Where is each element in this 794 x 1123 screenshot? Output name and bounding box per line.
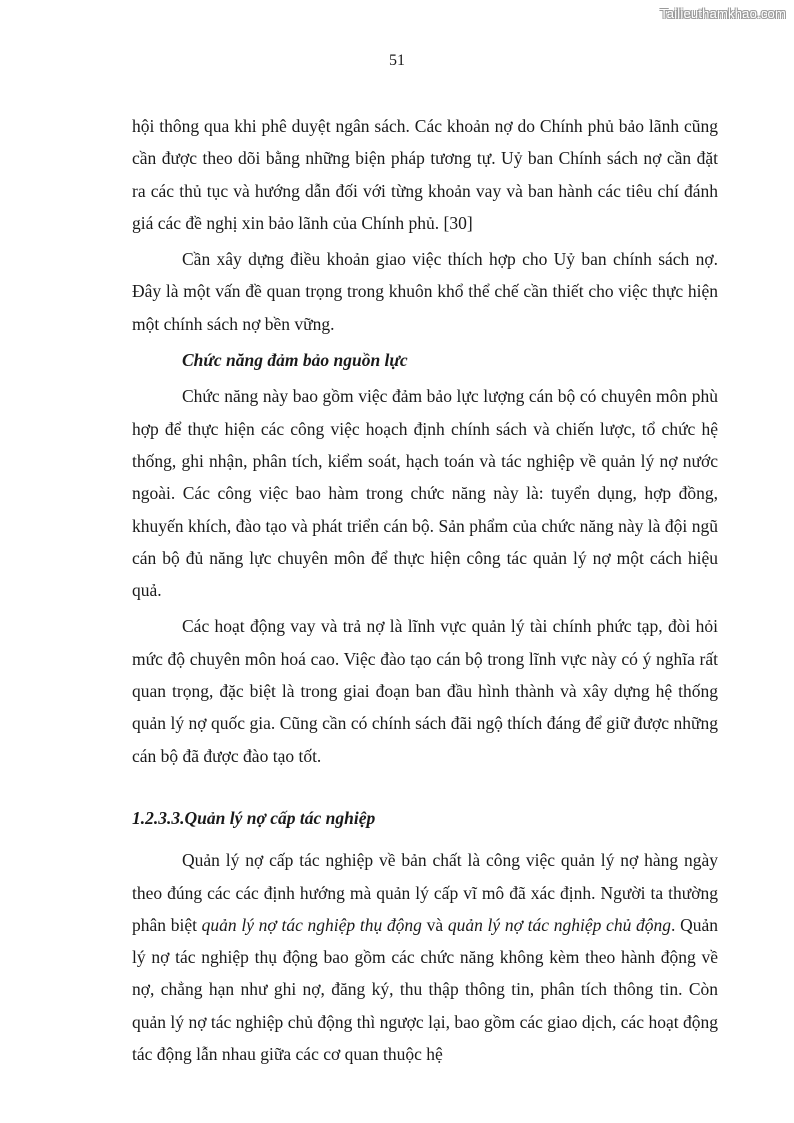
paragraph: Các hoạt động vay và trả nợ là lĩnh vực quản lý tài chính phức tạp, đòi hỏi mức độ chuyên môn hoá cao. Việc đào tạo cán bộ trong lĩnh vực này có ý nghĩa rất quan trọng, đặc biệt là trong giai đoạn ban đầu hình thành và xây dựng hệ thống quản lý nợ quốc gia. Cũng cần có chính sách đãi ngộ thích đáng để giữ được những cán bộ đã được đào tạo tốt. — [132, 616, 718, 766]
italic-term: quản lý nợ tác nghiệp thụ động — [201, 914, 422, 935]
paragraph-continuation: hội thông qua khi phê duyệt ngân sách. Các khoản nợ do Chính phủ bảo lãnh cũng cần được theo dõi bằng những biện pháp tương tự. Uỷ ban Chính sách nợ cần đặt ra các thủ tục và hướng dẫn đối với từng khoản vay và ban hành các tiêu chí đánh giá các đề nghị xin bảo lãnh của Chính phủ. [30] — [132, 116, 718, 233]
document-body — [132, 110, 718, 1070]
watermark: Tailieuthamkhao.com — [660, 6, 786, 21]
paragraph: Cần xây dựng điều khoản giao việc thích hợp cho Uỷ ban chính sách nợ. Đây là một vấn đề quan trọng trong khuôn khổ thể chế cần thiết cho việc thực hiện một chính sách nợ bền vững. — [132, 249, 718, 334]
paragraph-text: Quản lý nợ cấp tác nghiệp về bản chất là công việc quản lý nợ hàng ngày theo đúng các các định hướng mà quản lý cấp vĩ mô đã xác định. Người ta thường phân biệt — [132, 850, 718, 935]
paragraph-text: . Quản lý nợ tác nghiệp thụ động bao gồm các chức năng không kèm theo hành động về nợ, chẳng hạn như ghi nợ, đăng ký, thu thập thông tin, phân tích thông tin. Còn quản lý nợ tác nghiệp chủ động thì ngược lại, bao gồm các giao dịch, các hoạt động tác động lẫn nhau giữa các cơ quan thuộc hệ — [132, 914, 718, 1065]
page-number: 51 — [389, 52, 405, 69]
italic-term: quản lý nợ tác nghiệp chủ động — [447, 914, 672, 935]
paragraph — [132, 844, 718, 1070]
paragraph: Chức năng này bao gồm việc đảm bảo lực lượng cán bộ có chuyên môn phù hợp để thực hiện các công việc hoạch định chính sách và chiến lược, tổ chức hệ thống, ghi nhận, phân tích, kiểm soát, hạch toán và tác nghiệp về quản lý nợ nước ngoài. Các công việc bao hàm trong chức năng này là: tuyển dụng, hợp đồng, khuyến khích, đào tạo và phát triển cán bộ. Sản phẩm của chức năng này là đội ngũ cán bộ đủ năng lực chuyên môn để thực hiện công tác quản lý nợ một cách hiệu quả. — [132, 386, 718, 601]
section-heading: 1.2.3.3.Quản lý nợ cấp tác nghiệp — [132, 807, 376, 828]
subheading: Chức năng đảm bảo nguồn lực — [182, 350, 408, 371]
paragraph-text: và — [421, 914, 448, 935]
